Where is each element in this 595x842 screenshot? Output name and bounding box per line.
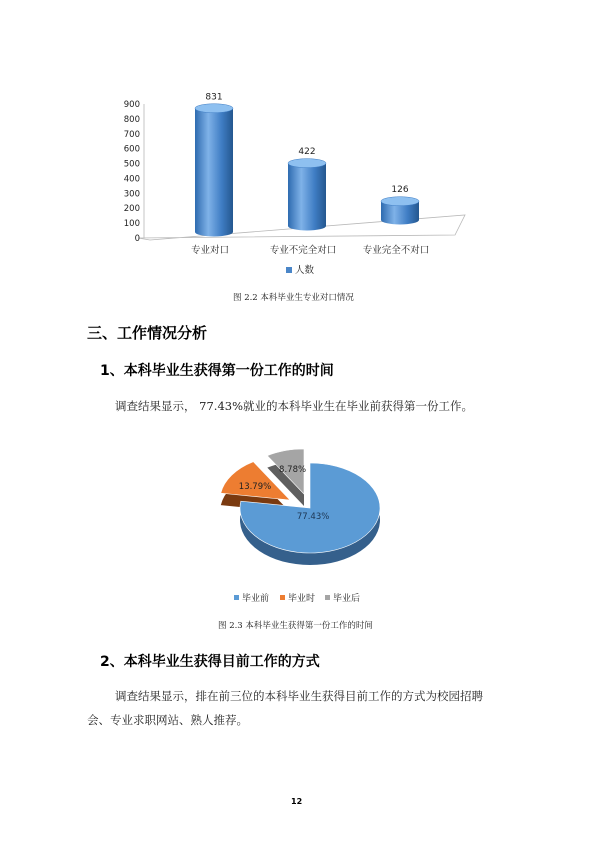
- x-category-label: 专业完全不对口: [362, 245, 430, 256]
- paragraph-2-line-1: 调查结果显示，排在前三位的本科毕业生获得目前工作的方式为校园招聘: [115, 689, 483, 703]
- pie-chart: [200, 430, 400, 610]
- bar-value-label: 831: [205, 92, 223, 103]
- legend-swatch: [286, 267, 292, 273]
- paragraph-2-line-2: 会、专业求职网站、熟人推荐。: [87, 713, 248, 727]
- y-axis: [124, 100, 144, 244]
- bar-top: [381, 197, 419, 206]
- section-heading: 三、工作情况分析: [87, 324, 208, 342]
- y-tick-label: 300: [123, 189, 140, 200]
- pie-data-label: 77.43%: [296, 511, 330, 522]
- y-tick-label: 800: [123, 114, 140, 125]
- x-category-label: 专业不完全对口: [269, 245, 337, 256]
- legend-swatch-at: [280, 595, 285, 600]
- legend-label-after: 毕业后: [333, 594, 361, 604]
- legend-label-at: 毕业时: [288, 594, 316, 604]
- y-tick-label: 200: [123, 204, 140, 215]
- y-tick-label: 400: [123, 174, 140, 185]
- bar: [195, 108, 233, 236]
- x-axis-labels: [191, 244, 429, 256]
- page-number: 12: [291, 797, 303, 806]
- bar-value-label: 422: [298, 147, 316, 158]
- paragraph-1: 调查结果显示， 77.43%就业的本科毕业生在毕业前获得第一份工作。: [115, 399, 474, 413]
- pie-group: [221, 449, 380, 565]
- y-tick-label: 600: [123, 144, 140, 155]
- legend-swatch-before: [234, 595, 239, 600]
- bars-group: [195, 92, 419, 236]
- y-tick-label: 500: [123, 159, 140, 170]
- bar: [288, 163, 326, 230]
- y-tick-label: 700: [123, 129, 140, 140]
- y-tick-label: 0: [134, 234, 140, 244]
- y-tick-label: 900: [123, 100, 140, 110]
- pie-data-label: 13.79%: [238, 482, 272, 493]
- figure-caption-2-2: 图 2.2 本科毕业生专业对口情况: [233, 293, 354, 303]
- legend-label: 人数: [295, 265, 315, 276]
- x-category-label: 专业对口: [190, 245, 230, 256]
- legend-swatch-after: [325, 595, 330, 600]
- pie-legend: [234, 592, 360, 604]
- legend-label-before: 毕业前: [242, 594, 270, 604]
- bar-chart: [110, 80, 490, 285]
- subsection-heading-2: 2、本科毕业生获得目前工作的方式: [100, 654, 320, 670]
- bar-value-label: 126: [391, 185, 409, 196]
- bar-top: [195, 104, 233, 113]
- figure-caption-2-3: 图 2.3 本科毕业生获得第一份工作的时间: [218, 621, 373, 631]
- bar-top: [288, 159, 326, 168]
- y-tick-label: 100: [123, 219, 140, 230]
- subsection-heading-1: 1、本科毕业生获得第一份工作的时间: [100, 363, 334, 379]
- pie-data-label: 8.78%: [279, 465, 307, 476]
